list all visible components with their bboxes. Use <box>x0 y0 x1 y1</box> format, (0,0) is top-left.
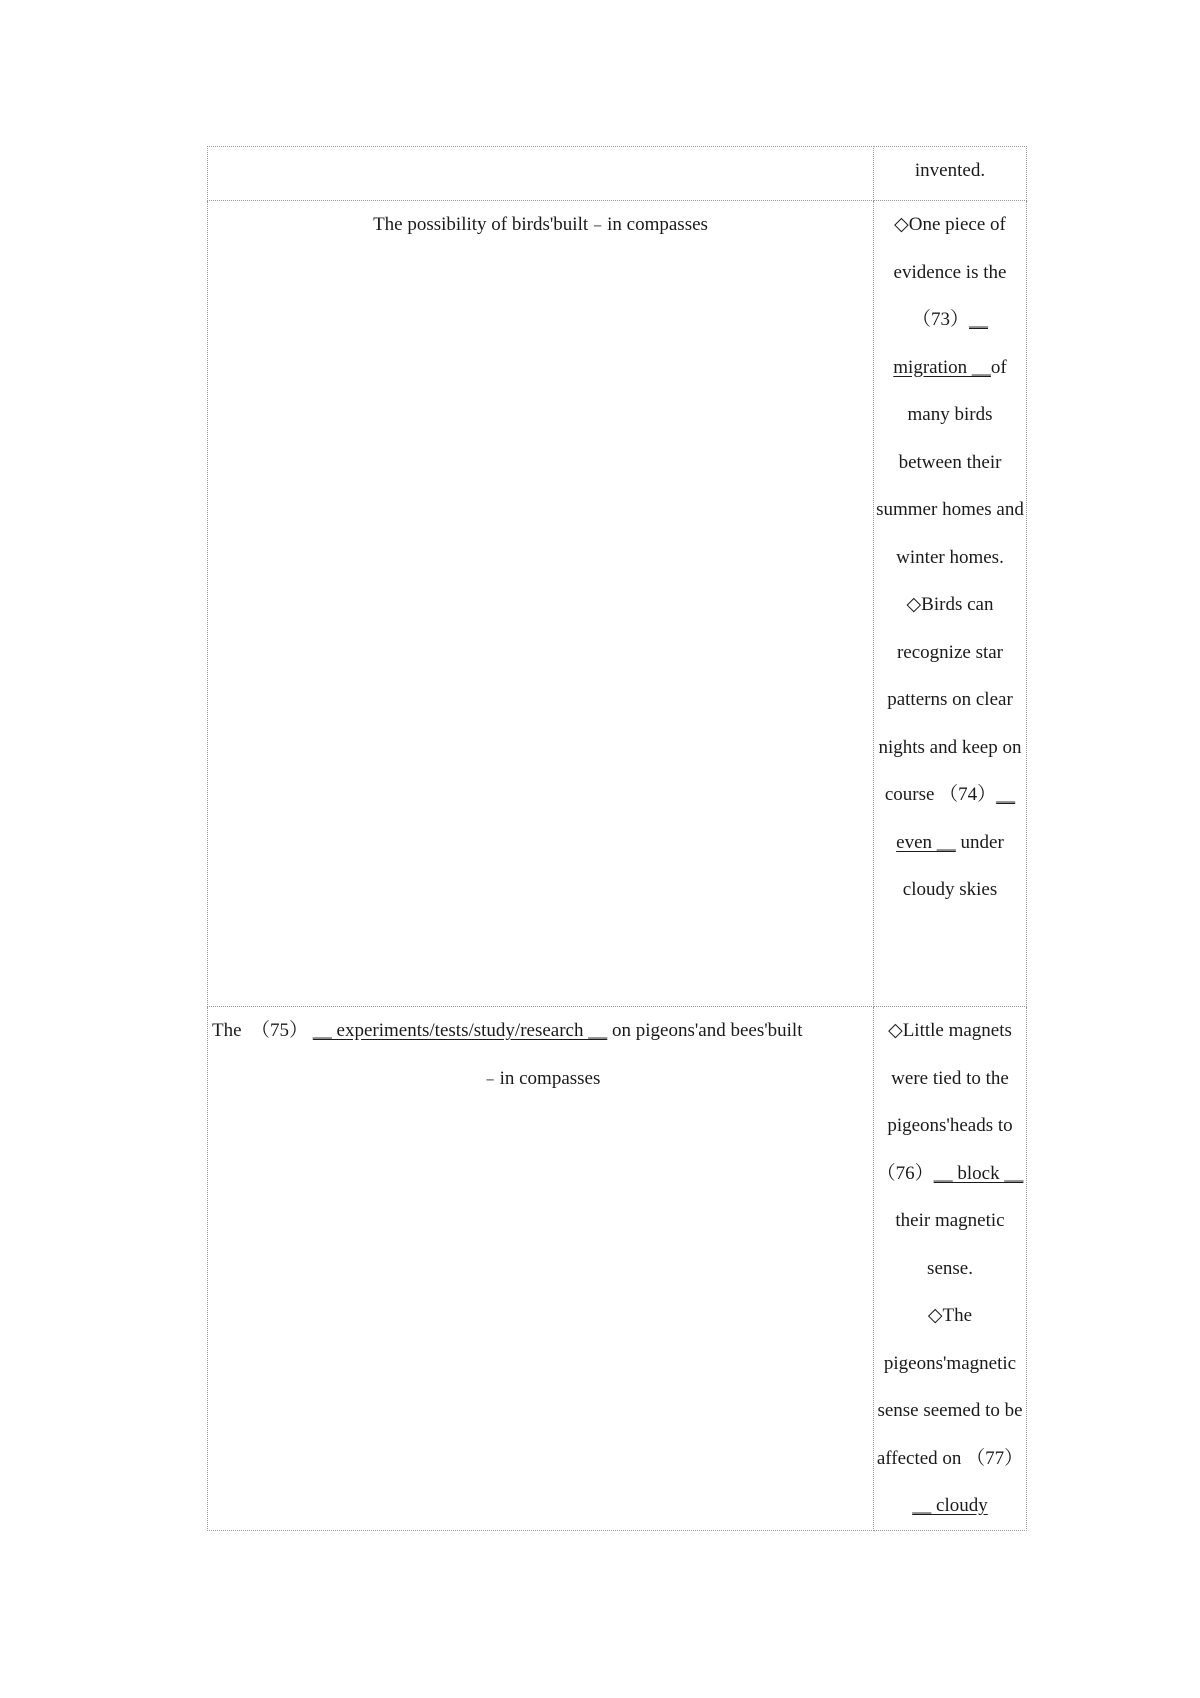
row2-blank-74-number: （74） <box>939 784 997 805</box>
row3-blank-77-answer: __ cloudy <box>912 1495 988 1516</box>
row3-p2-text-a: ◇The pigeons'magnetic sense seemed to be affected on <box>876 1305 1023 1469</box>
row2-heading: The possibility of birds'built﹣in compasses <box>373 214 708 235</box>
row2-left-cell <box>208 201 874 1007</box>
row2-blank-73-answer: __ migration __ <box>893 309 991 378</box>
row2-p2-text-b: under cloudy skies <box>902 831 1004 900</box>
row2-p2-text-a: ◇Birds can recognize star patterns on clear nights and keep on course <box>878 594 1022 805</box>
row3-heading-prefix: The （75） <box>212 1020 309 1041</box>
row3-heading-line1 <box>208 1007 873 1055</box>
row3-p1-text-a: ◇Little magnets were tied to the pigeons'heads to <box>887 1020 1013 1136</box>
table-row <box>208 1007 1027 1531</box>
table-row <box>208 147 1027 201</box>
row2-p1-text-b: of many birds between their summer homes and winter homes. <box>876 356 1024 568</box>
row3-blank-75-answer: __ experiments/tests/study/research __ <box>312 1020 608 1041</box>
row3-p1-text-b: their magnetic sense. <box>895 1210 1005 1279</box>
row3-blank-77-number: （77） <box>966 1447 1024 1469</box>
row2-blank-73-number: （73） <box>911 309 969 330</box>
row2-right-cell <box>874 201 1027 1007</box>
row1-right-cell <box>874 147 1027 201</box>
row1-left-cell <box>208 147 874 201</box>
row1-right-text: invented. <box>914 160 986 181</box>
row3-left-cell <box>208 1007 874 1531</box>
row3-blank-76-number: （76） <box>876 1162 934 1184</box>
worksheet-table <box>207 146 1027 1531</box>
row3-right-cell <box>874 1007 1027 1531</box>
table-row <box>208 201 1027 1007</box>
row3-blank-76-answer: __ block __ <box>933 1162 1024 1184</box>
row2-blank-74-answer: __ even __ <box>896 784 1016 853</box>
row2-p1-text-a: ◇One piece of evidence is the <box>893 214 1007 283</box>
row3-heading-suffix: on pigeons'and bees'built <box>611 1020 803 1041</box>
row3-heading-line2: ﹣in compasses <box>480 1067 601 1089</box>
